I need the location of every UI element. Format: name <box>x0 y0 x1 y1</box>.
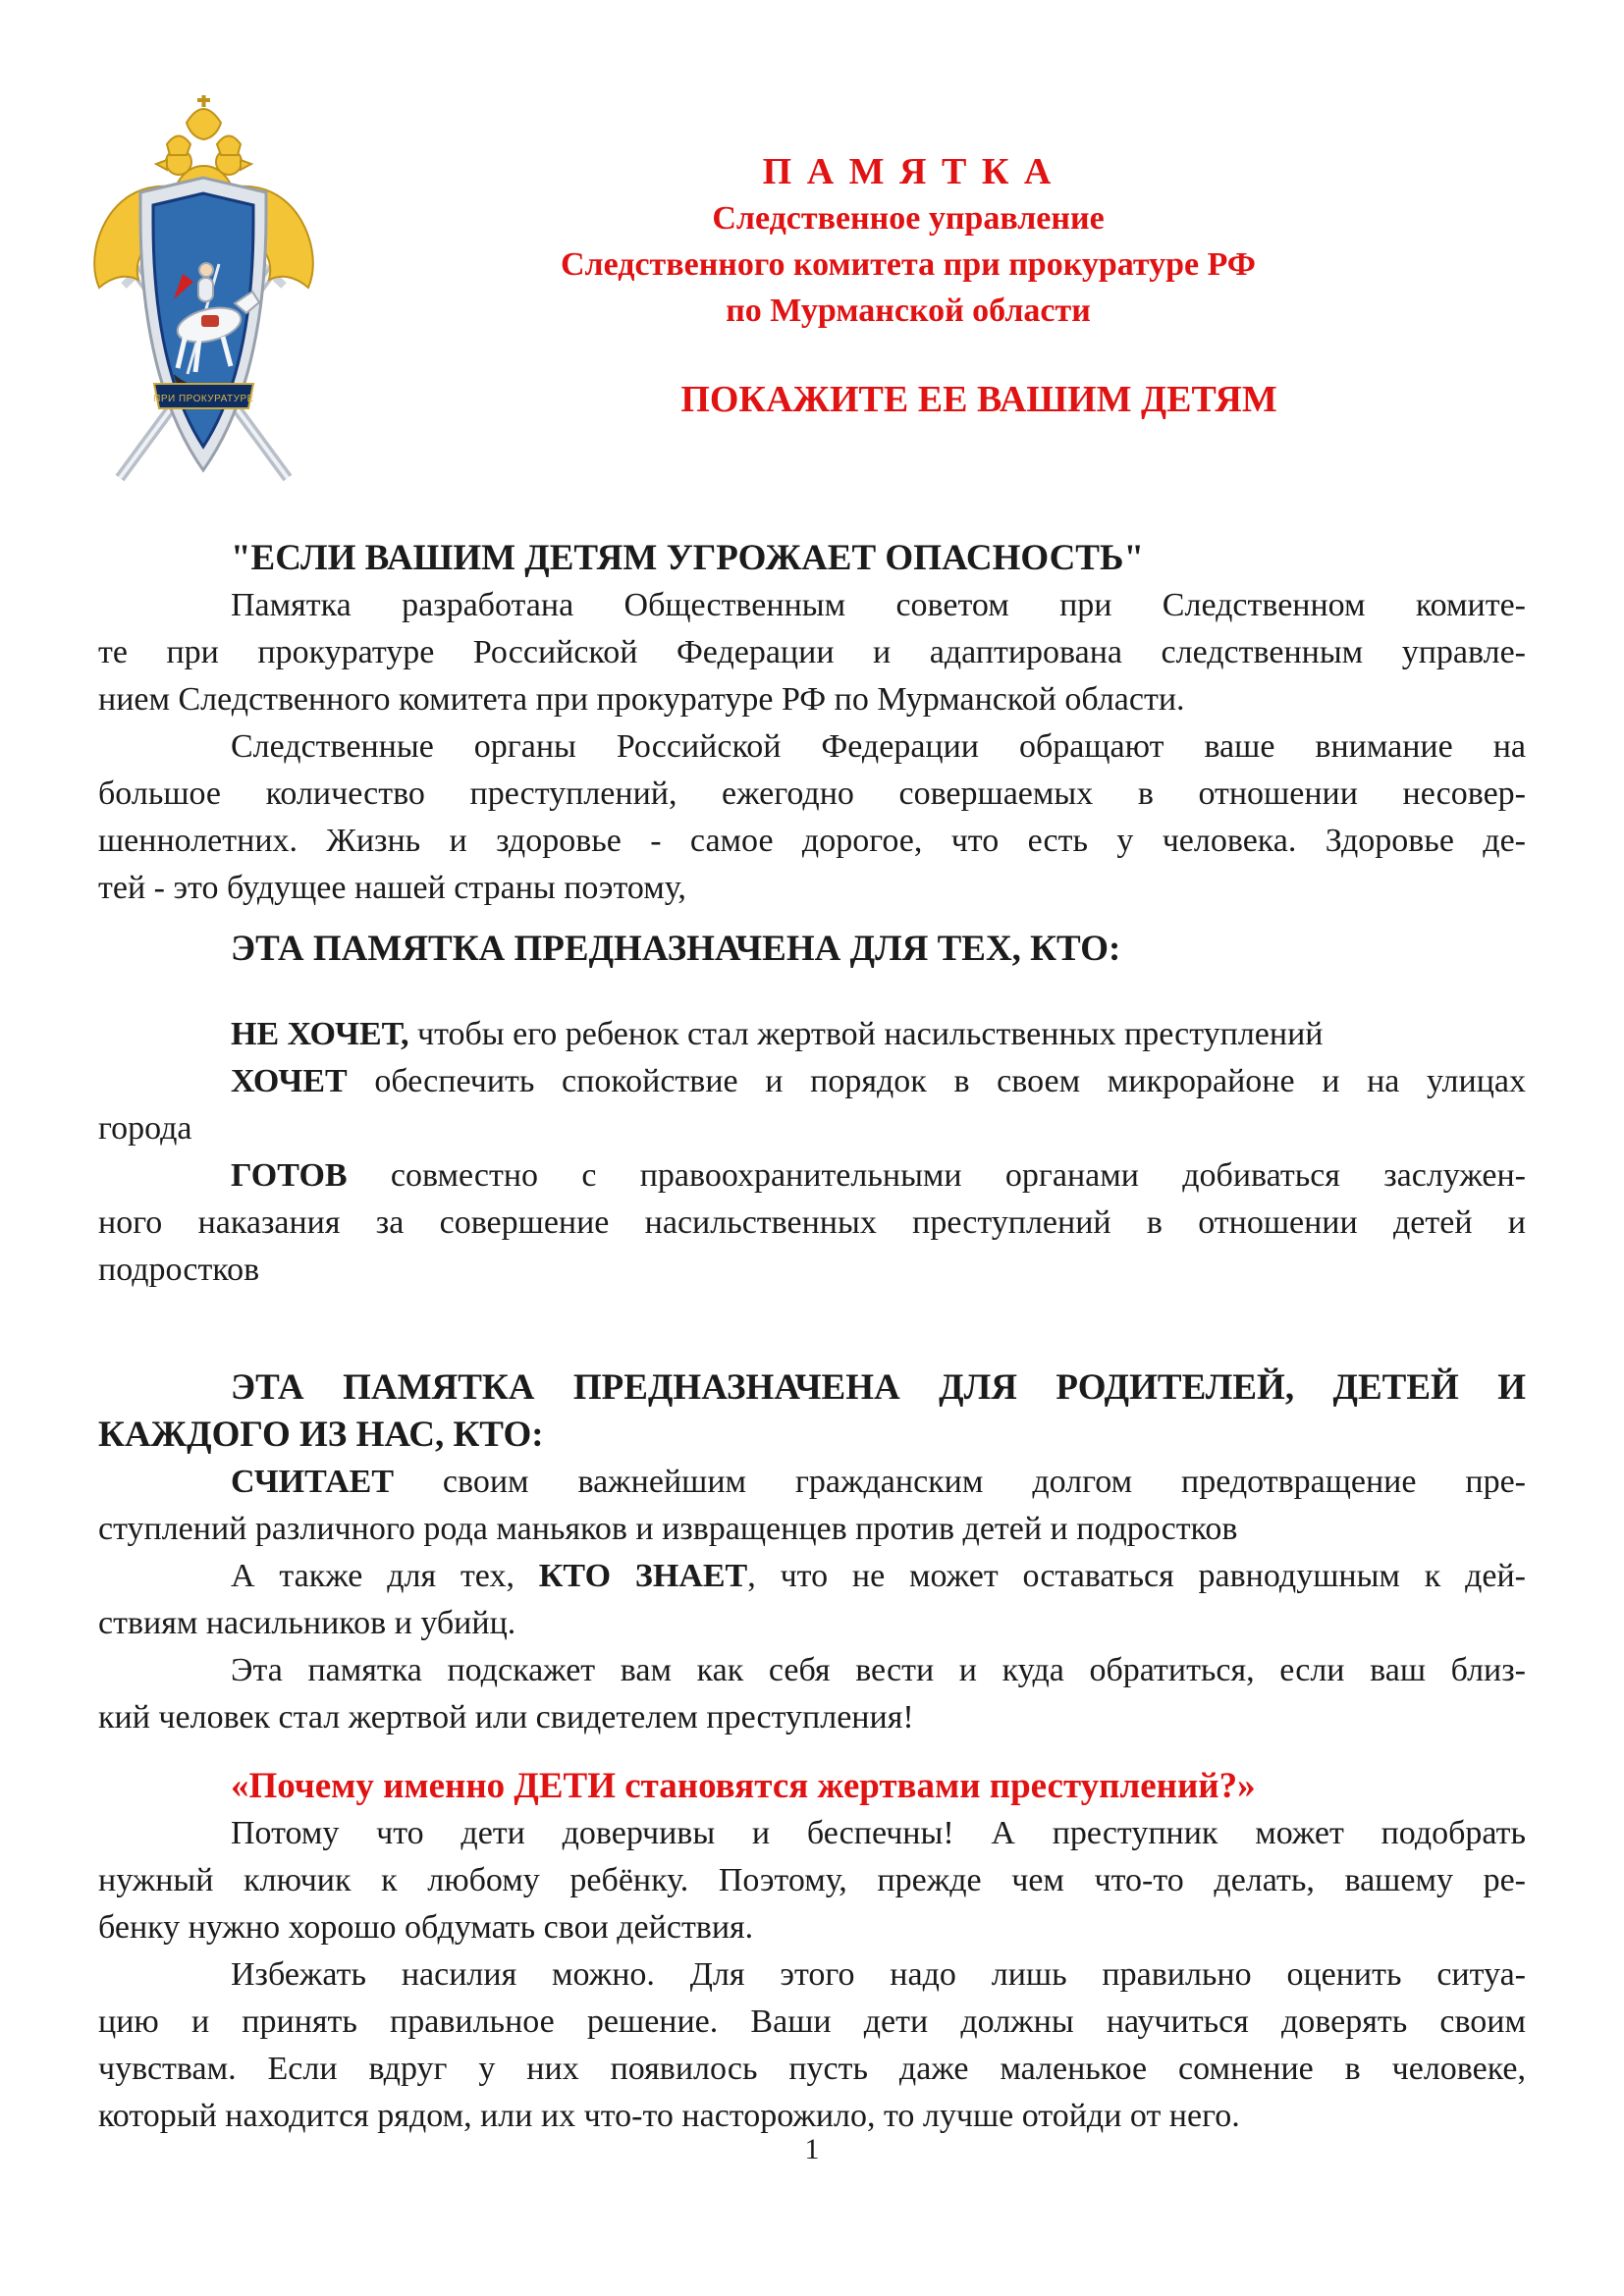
paragraph <box>98 1647 1526 1741</box>
paragraph <box>98 1810 1526 1951</box>
paragraph-line: Следственные органы Российской Федерации обращают ваше внимание на <box>231 728 1526 765</box>
document-body <box>98 535 1526 2140</box>
paragraph-line: нием Следственного комитета при прокуратуре РФ по Мурманской области. <box>98 681 1185 718</box>
section1-heading: "ЕСЛИ ВАШИМ ДЕТЯМ УГРОЖАЕТ ОПАСНОСТЬ" <box>231 538 1144 578</box>
paragraph-line: нужный ключик к любому ребёнку. Поэтому, прежде чем что-то делать, вашему ре- <box>98 1862 1526 1898</box>
paragraph-line: города <box>98 1110 192 1147</box>
bold-lead: НЕ ХОЧЕТ, <box>231 1016 409 1052</box>
paragraph-line: подростков <box>98 1252 260 1288</box>
paragraph-line: Избежать насилия можно. Для этого надо лишь правильно оценить ситуа- <box>231 1956 1526 1993</box>
paragraph-line: шеннолетних. Жизнь и здоровье - самое дорогое, что есть у человека. Здоровье де- <box>98 823 1526 859</box>
heading-line: ЭТА ПАМЯТКА ПРЕДНАЗНАЧЕНА ДЛЯ РОДИТЕЛЕЙ, ДЕТЕЙ И <box>231 1367 1526 1408</box>
paragraph <box>98 723 1526 912</box>
list-item-hochet <box>98 1058 1526 1152</box>
paragraph-line: большое количество преступлений, ежегодно совершаемых в отношении несовер- <box>98 775 1526 812</box>
paragraph-line: Эта памятка подскажет вам как себя вести и куда обратиться, если ваш близ- <box>231 1652 1526 1688</box>
paragraph-line: цию и принять правильное решение. Ваши дети должны научиться доверять своим <box>98 2003 1526 2040</box>
paragraph <box>98 582 1526 723</box>
paragraph-line: ГОТОВ совместно с правоохранительными органами добиваться заслужен- <box>231 1157 1526 1194</box>
paragraph-line: тей - это будущее нашей страны поэтому, <box>98 870 686 906</box>
paragraph-line: ступлений различного рода маньяков и извращенцев против детей и подростков <box>98 1511 1238 1547</box>
paragraph-line: чувствам. Если вдруг у них появилось пусть даже маленькое сомнение в человеке, <box>98 2051 1526 2087</box>
heading-line: КАЖДОГО ИЗ НАС, КТО: <box>98 1415 544 1455</box>
investigative-committee-emblem <box>83 83 324 496</box>
paragraph-line: бенку нужно хорошо обдумать свои действия. <box>98 1909 754 1946</box>
list-item-ne-hochet: НЕ ХОЧЕТ, чтобы его ребенок стал жертвой насильственных преступлений <box>231 1016 1324 1052</box>
paragraph-line: ХОЧЕТ обеспечить спокойствие и порядок в своем микрорайоне и на улицах <box>231 1063 1526 1099</box>
paragraph-line: СЧИТАЕТ своим важнейшим гражданским долгом предотвращение пре- <box>231 1464 1526 1500</box>
emblem-graphic <box>83 83 324 496</box>
bold-lead: ГОТОВ <box>231 1157 348 1194</box>
header-line-4: по Мурманской области <box>726 293 1091 329</box>
paragraph-line: ного наказания за совершение насильственных преступлений в отношении детей и <box>98 1204 1526 1241</box>
header-line-3: Следственного комитета при прокуратуре РФ <box>560 246 1256 283</box>
header-line-2: Следственное управление <box>712 200 1105 237</box>
paragraph <box>98 1951 1526 2140</box>
paragraph-line: кий человек стал жертвой или свидетелем преступления! <box>98 1699 914 1735</box>
paragraph-schitaet <box>98 1459 1526 1553</box>
bold-lead: СЧИТАЕТ <box>231 1464 394 1500</box>
section3-heading <box>98 1364 1526 1459</box>
paragraph-line: который находится рядом, или их что-то насторожило, то лучше отойди от него. <box>98 2098 1240 2134</box>
section2-heading: ЭТА ПАМЯТКА ПРЕДНАЗНАЧЕНА ДЛЯ ТЕХ, КТО: <box>231 929 1121 969</box>
show-children-line: ПОКАЖИТЕ ЕЕ ВАШИМ ДЕТЯМ <box>680 379 1277 420</box>
document-title: П А М Я Т К А <box>762 151 1055 192</box>
bold-mid: КТО ЗНАЕТ <box>538 1558 748 1594</box>
paragraph-line: Памятка разработана Общественным советом при Следственном комите- <box>231 587 1526 623</box>
paragraph-line: те при прокуратуре Российской Федерации и адаптирована следственным управле- <box>98 634 1526 670</box>
ribbon-text: ПРИ ПРОКУРАТУРЕ <box>153 394 254 404</box>
ribbon <box>153 384 254 408</box>
page-number: 1 <box>804 2133 820 2165</box>
paragraph-line: ствиям насильников и убийц. <box>98 1605 516 1641</box>
bold-lead: ХОЧЕТ <box>231 1063 348 1099</box>
paragraph-kto-znaet <box>98 1553 1526 1647</box>
paragraph-line: А также для тех, КТО ЗНАЕТ, что не может оставаться равнодушным к дей- <box>231 1558 1526 1594</box>
document-header <box>383 149 1434 423</box>
paragraph-line: Потому что дети доверчивы и беспечны! А преступник может подобрать <box>231 1815 1526 1851</box>
section4-heading: «Почему именно ДЕТИ становятся жертвами преступлений?» <box>231 1766 1256 1806</box>
list-item-gotov <box>98 1152 1526 1294</box>
